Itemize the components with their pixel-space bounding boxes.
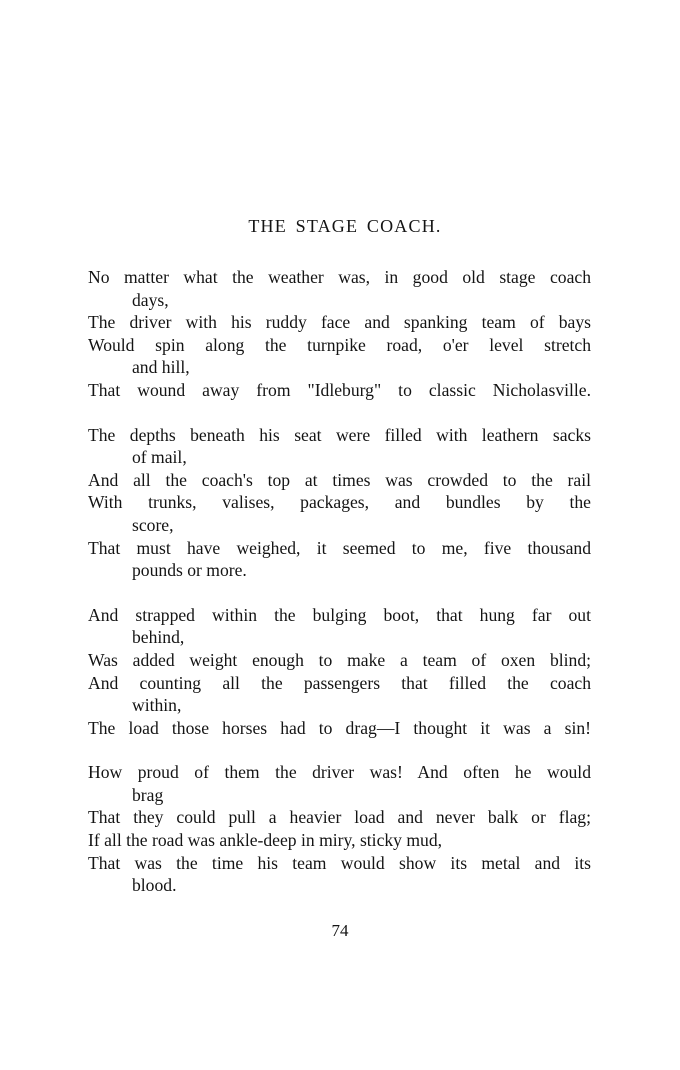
poem-line: The depths beneath his seat were filled with leathern sacks <box>88 424 591 445</box>
poem-title: THE STAGE COACH. <box>248 216 442 236</box>
poem-line-continuation: score, <box>132 514 174 535</box>
poem-line-continuation: of mail, <box>132 447 187 468</box>
stanza <box>88 424 591 582</box>
poem-body <box>88 266 591 919</box>
poem-line: That must have weighed, it seemed to me, five thousand <box>88 537 591 558</box>
poem-line-continuation: brag <box>132 784 164 805</box>
poem-line: And all the coach's top at times was crowded to the rail <box>88 469 591 490</box>
poem-line: The driver with his ruddy face and spanking team of bays <box>88 312 591 333</box>
poem-line: Would spin along the turnpike road, o'er level stretch <box>88 334 591 355</box>
poem-line: No matter what the weather was, in good old stage coach <box>88 267 591 287</box>
page-number: 74 <box>331 921 349 940</box>
poem-line-continuation: and hill, <box>132 357 190 378</box>
poem-line: That wound away from "Idleburg" to classic Nicholasville. <box>88 379 591 400</box>
poem-line: If all the road was ankle-deep in miry, sticky mud, <box>88 830 443 851</box>
poem-line: That was the time his team would show its metal and its <box>88 852 591 873</box>
poem-line-continuation: pounds or more. <box>132 560 247 581</box>
poem-line: The load those horses had to drag—I thought it was a sin! <box>88 717 591 738</box>
poem-line-continuation: days, <box>132 289 169 310</box>
poem-line-continuation: within, <box>132 695 182 716</box>
stanza <box>88 266 591 402</box>
poem-line-continuation: blood. <box>132 875 177 896</box>
poem-line: With trunks, valises, packages, and bundles by the <box>88 492 591 513</box>
poem-line-continuation: behind, <box>132 627 185 648</box>
poem-line: Was added weight enough to make a team of oxen blind; <box>88 649 591 670</box>
poem-line: And strapped within the bulging boot, that hung far out <box>88 604 591 625</box>
poem-line: How proud of them the driver was! And often he would <box>88 762 591 783</box>
poem-line: And counting all the passengers that filled the coach <box>88 672 591 693</box>
stanza <box>88 761 591 897</box>
poem-line: That they could pull a heavier load and never balk or flag; <box>88 807 591 828</box>
stanza <box>88 604 591 740</box>
